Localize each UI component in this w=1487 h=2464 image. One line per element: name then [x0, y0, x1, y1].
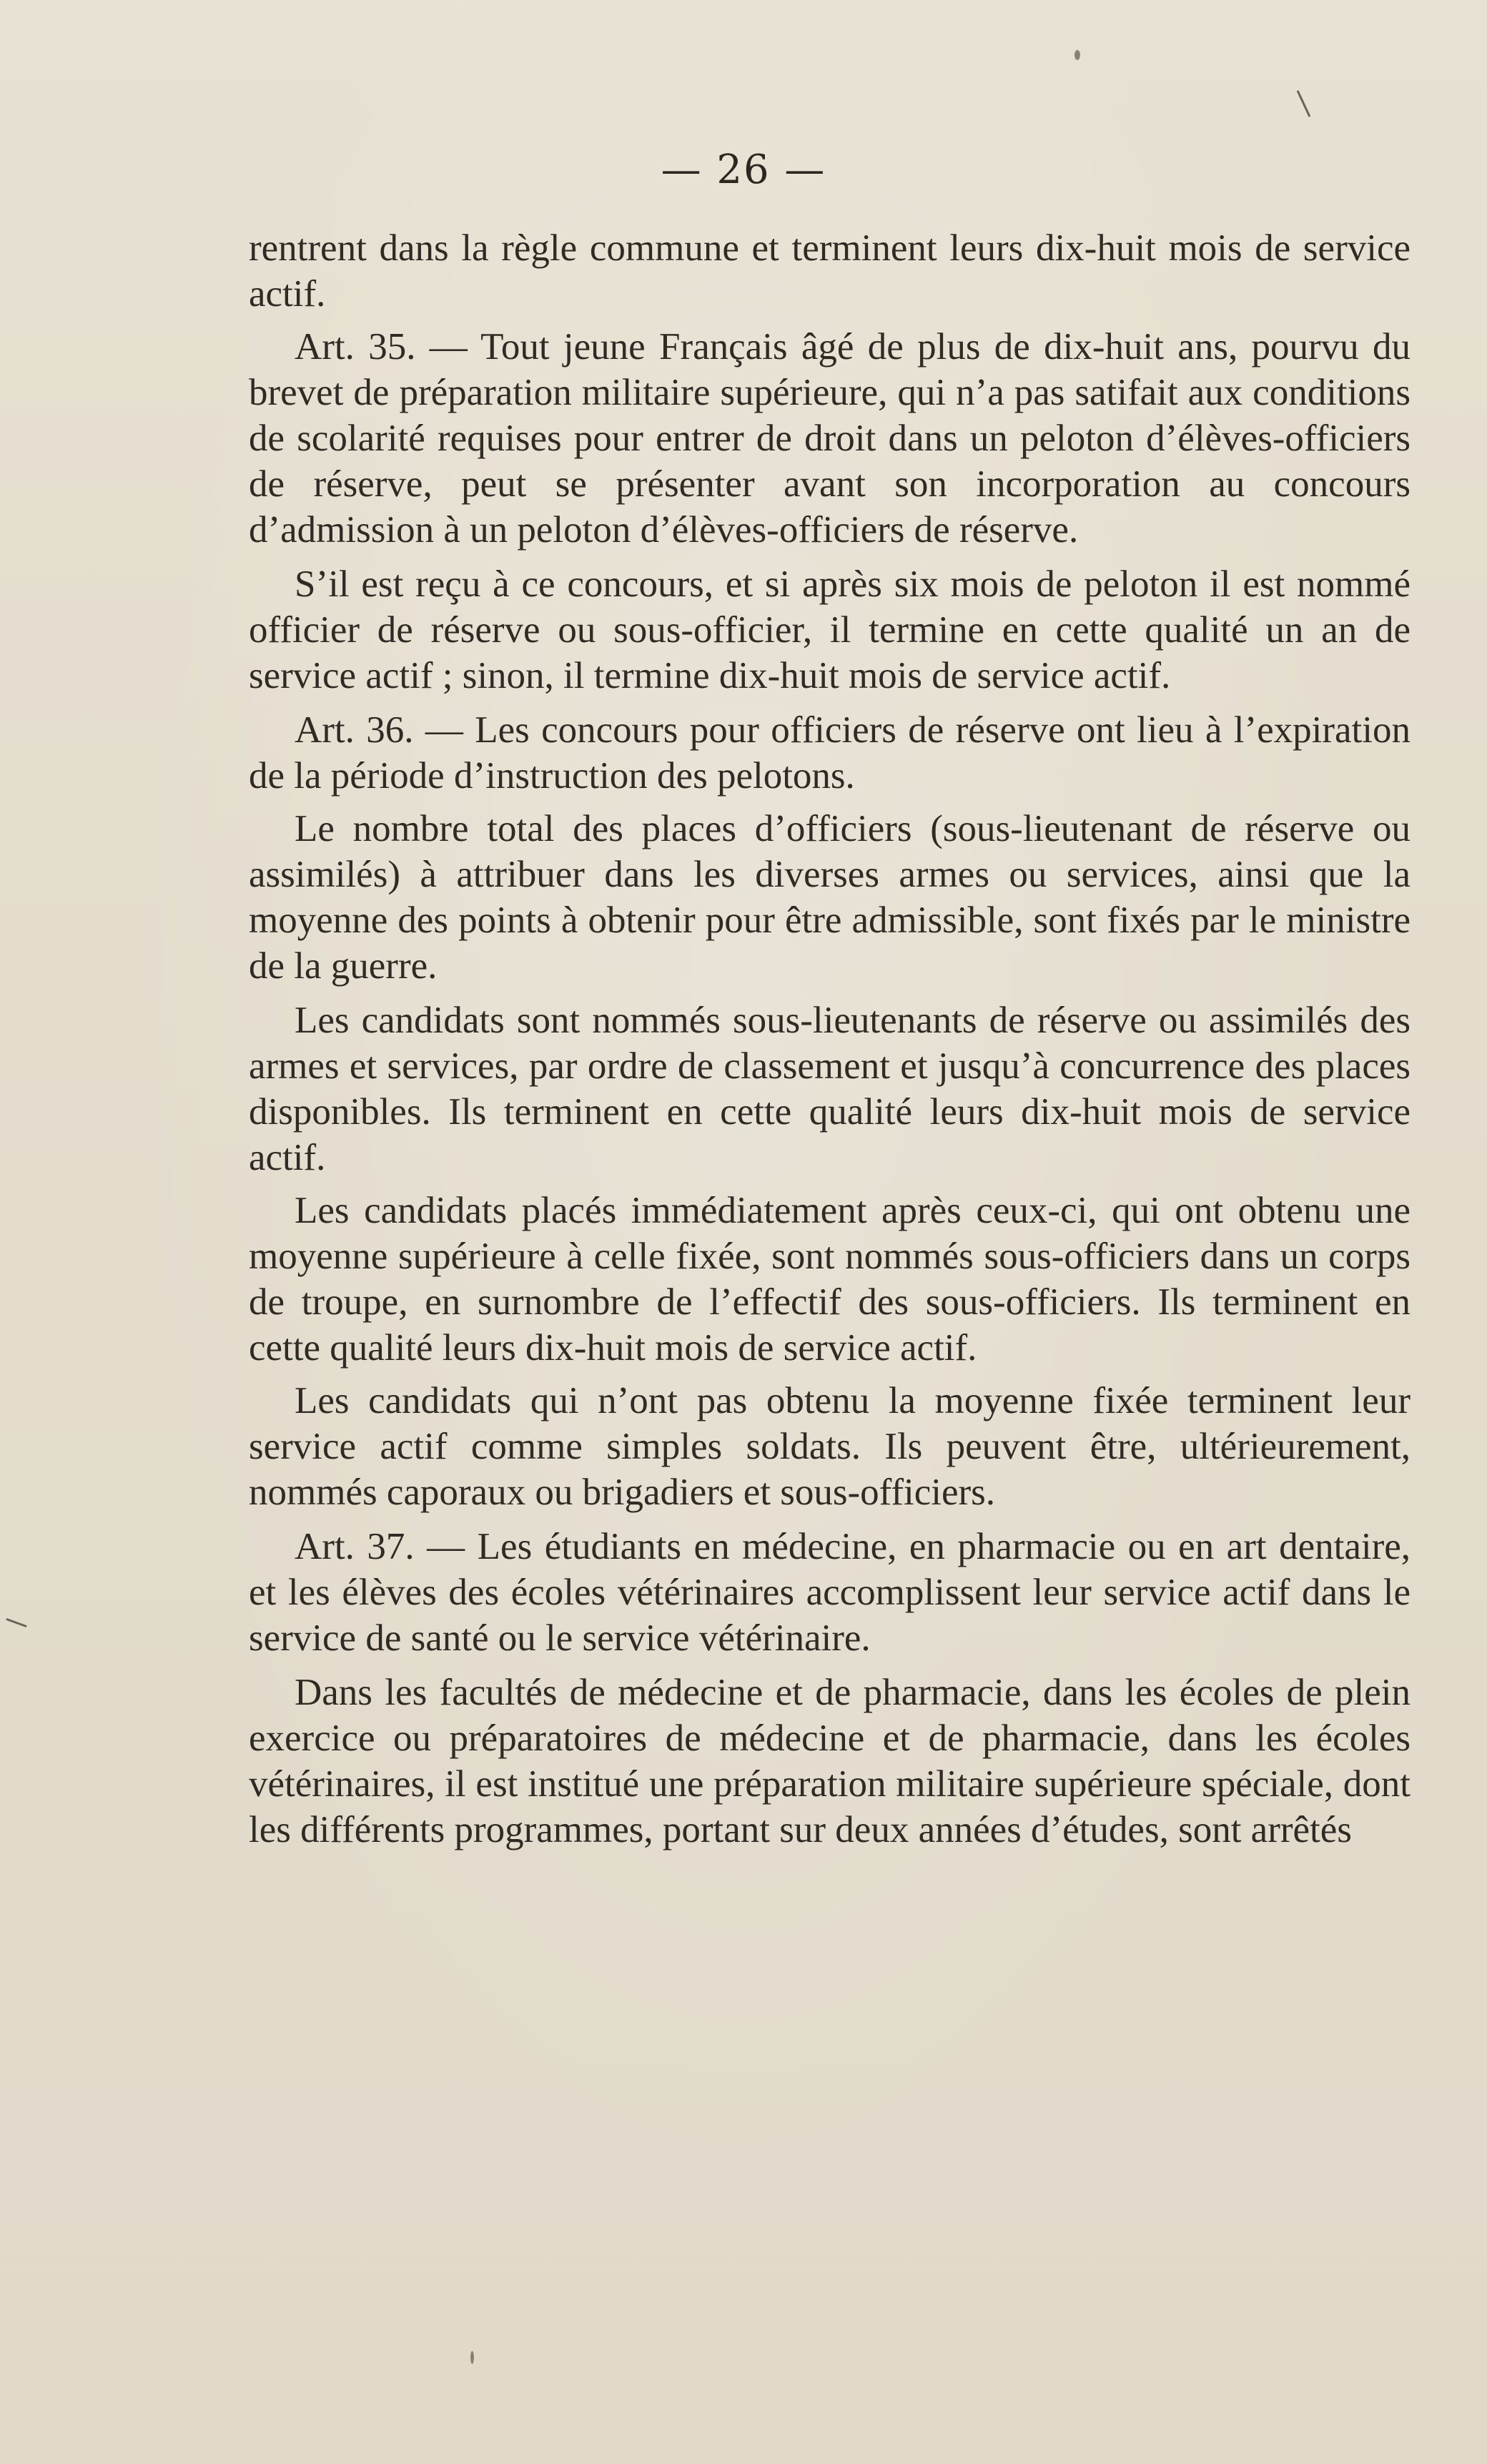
- paragraph-candidates-soldiers: Les candidats qui n’ont pas obtenu la moyenne fixée terminent leur service actif comme simples soldats. Ils peuvent être, ultérieurement, nommés caporaux ou brigadiers et sous-officiers.: [249, 1380, 1411, 1513]
- paragraph-article-36: Art. 36. — Les concours pour officiers de réserve ont lieu à l’expiration de la période d’instruction des pelotons.: [249, 709, 1411, 797]
- paragraph-article-37: Art. 37. — Les étudiants en médecine, en pharmacie ou en art dentaire, et les élèves des écoles vétérinaires accomplissent leur service actif dans le service de santé ou le service vétérinaire.: [249, 1526, 1411, 1659]
- paragraph-medical-preparation: Dans les facultés de médecine et de pharmacie, dans les écoles de plein exercice ou préparatoires de médecine et de pharmacie, dans les écoles vétérinaires, il est institué une préparation militaire supérieure spéciale, dont les différents programmes, portant sur deux années d’études, sont arrêtés: [249, 1672, 1411, 1851]
- paragraph-article-35-outcome: S’il est reçu à ce concours, et si après six mois de peloton il est nommé officier de réserve ou sous-officier, il termine en cette qualité un an de service actif ; sinon, il termine dix-huit mois de service actif.: [249, 563, 1411, 696]
- paragraph-candidates-named-officers: Les candidats sont nommés sous-lieutenants de réserve ou assimilés des armes et services, par ordre de classement et jusqu’à concurrence des places disponibles. Ils terminent en cette qualité leurs dix-huit mois de service actif.: [249, 1000, 1411, 1178]
- paragraph-continuation: rentrent dans la règle commune et terminent leurs dix-huit mois de service actif.: [249, 227, 1411, 315]
- body-text: [249, 225, 1411, 1860]
- paper-mark: [6, 1618, 26, 1627]
- paper-speck: [470, 2351, 474, 2364]
- paper-speck: [1075, 50, 1080, 60]
- paragraph-article-35: Art. 35. — Tout jeune Français âgé de plus de dix-huit ans, pourvu du brevet de préparation militaire supérieure, qui n’a pas satifait aux conditions de scolarité requises pour entrer de droit dans un peloton d’élèves-officiers de réserve, peut se présenter avant son incorporation au concours d’admission à un peloton d’élèves-officiers de réserve.: [249, 326, 1411, 551]
- paragraph-candidates-named-nco: Les candidats placés immédiatement après ceux-ci, qui ont obtenu une moyenne supérieure à celle fixée, sont nommés sous-officiers dans un corps de troupe, en surnombre de l’effectif des sous-officiers. Ils terminent en cette qualité leurs dix-huit mois de service actif.: [249, 1190, 1411, 1369]
- paper-mark: [1297, 90, 1311, 117]
- paragraph-places-total: Le nombre total des places d’officiers (sous-lieutenant de réserve ou assimilés) à attribuer dans les diverses armes ou services, ainsi que la moyenne des points à obtenir pour être admissible, sont fixés par le ministre de la guerre.: [249, 808, 1411, 987]
- page-number: — 26 —: [661, 147, 826, 193]
